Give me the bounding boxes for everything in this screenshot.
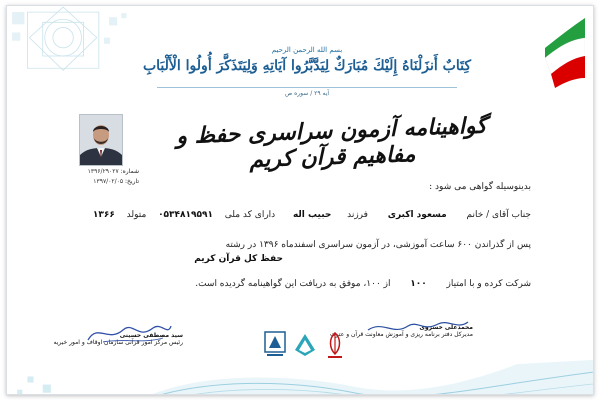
national-id-value: ۰۵۳۴۸۱۹۵۹۱ — [158, 210, 213, 220]
right-signer-name: محمدعلی خسروی — [419, 324, 473, 331]
signature-scribble-icon — [363, 316, 473, 338]
score-prefix: شرکت کرده و با امتیاز — [446, 279, 531, 289]
quran-verse: كِتَابٌ أَنزَلْنَاهُ إِلَيْكَ مُبَارَكٌ لِيَدَّبَّرُوا آيَاتِهِ وَلِيَتَذَكَّرَ أُولُوا الْأَلْبَابِ — [142, 58, 472, 74]
certificate-number — [67, 168, 139, 175]
verse-divider — [157, 87, 457, 88]
signature-scribble-icon — [83, 318, 173, 346]
date-label: تاریخ: — [125, 178, 139, 185]
ministry-logo-icon — [263, 330, 287, 360]
certificate-title: گواهینامه آزمون سراسری حفظ و مفاهیم قرآن کریم — [175, 112, 488, 173]
left-signature — [53, 332, 183, 346]
right-signer-role: مدیرکل دفتر برنامه ریزی و آموزش معاونت قرآن و عترت — [329, 331, 473, 338]
score-line — [195, 279, 531, 289]
number-value: ۱۳۹۶/۲۹۰۲۷ — [87, 168, 119, 175]
field-value: حفظ کل قرآن کریم — [194, 254, 283, 264]
quran-logo-icon — [293, 330, 317, 360]
born-year: ۱۳۶۶ — [92, 210, 115, 220]
certificate-date — [67, 178, 139, 185]
number-label: شماره: — [120, 168, 139, 175]
certificate — [6, 5, 594, 395]
date-value: ۱۳۹۷/۰۲/۰۵ — [93, 178, 124, 185]
title-prefix: جناب آقای / خانم — [466, 210, 531, 220]
course-line: پس از گذراندن ۶۰۰ ساعت آموزشی، در آزمون سراسری اسفندماه ۱۳۹۶ در رشته — [225, 240, 531, 250]
recipient-photo — [79, 114, 123, 166]
identity-line — [93, 210, 531, 220]
born-label: متولد — [126, 210, 147, 220]
intro-line: بدینوسیله گواهی می شود : — [429, 182, 531, 192]
field-of-study — [194, 254, 283, 264]
verse-reference: آیه ۲۹ / سوره ص — [284, 90, 330, 97]
left-signer-name: سید مصطفی حسینی — [119, 332, 183, 339]
person-photo-icon — [80, 115, 122, 165]
child-of-label: فرزند — [347, 210, 368, 220]
basmala-text: بسم الله الرحمن الرحیم — [271, 46, 343, 54]
score-value: ۱۰۰ — [410, 279, 427, 289]
score-suffix: از ۱۰۰، موفق به دریافت این گواهینامه گردیده است. — [195, 279, 391, 289]
father-name: حبیب اله — [292, 210, 332, 220]
left-signer-role: رئیس مرکز امور قرآنی سازمان اوقاف و امور خیریه — [53, 339, 183, 346]
iran-emblem-icon — [323, 330, 347, 360]
logos — [255, 324, 355, 366]
national-id-label: دارای کد ملی — [224, 210, 276, 220]
recipient-name: مسعود اکبری — [387, 210, 447, 220]
